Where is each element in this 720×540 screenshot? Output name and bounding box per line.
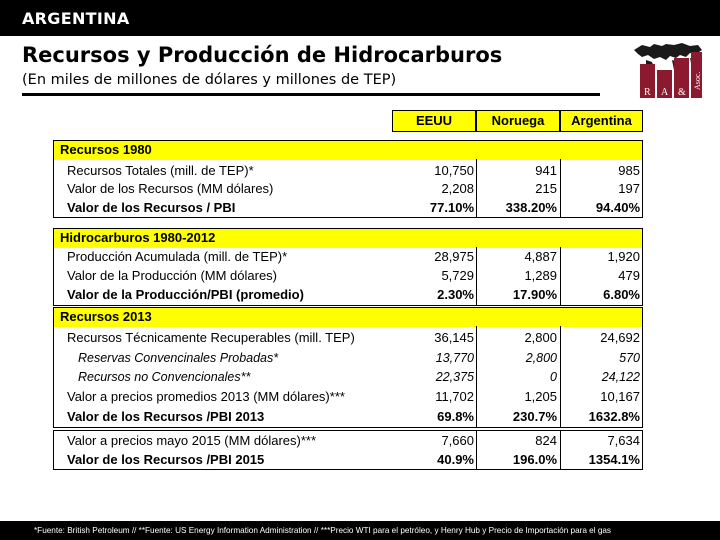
table-row [54, 431, 642, 451]
cell-argentina: 1354.1% [588, 452, 640, 467]
table-row [54, 198, 642, 218]
row-label: Valor a precios promedios 2013 (MM dólares)*** [67, 389, 345, 404]
column-divider [476, 247, 477, 306]
column-divider [476, 326, 477, 428]
column-divider [392, 110, 393, 132]
cell-noruega: 1,205 [524, 389, 557, 404]
column-divider [560, 247, 561, 306]
page-title: Recursos y Producción de Hidrocarburos [22, 43, 503, 67]
cell-eeuu: 5,729 [441, 268, 474, 283]
country-title: ARGENTINA [22, 9, 130, 28]
cell-eeuu: 77.10% [429, 200, 474, 215]
section-recursos-2013 [53, 307, 643, 428]
table-row [54, 161, 642, 181]
row-label: Producción Acumulada (mill. de TEP)* [67, 249, 288, 264]
cell-argentina: 24,122 [601, 370, 640, 384]
table-row [54, 367, 642, 387]
column-divider [560, 430, 561, 470]
row-label: Valor a precios mayo 2015 (MM dólares)*** [67, 433, 317, 448]
row-label: Valor de los Recursos /PBI 2013 [67, 409, 265, 424]
title-underline [22, 93, 600, 96]
cell-eeuu: 40.9% [437, 452, 474, 467]
row-label: Valor de los Recursos /PBI 2015 [67, 452, 265, 467]
page-subtitle: (En miles de millones de dólares y millones de TEP) [22, 72, 397, 88]
cell-argentina: 1,920 [607, 249, 640, 264]
column-header-noruega: Noruega [476, 110, 560, 132]
cell-eeuu: 28,975 [434, 249, 474, 264]
cell-noruega: 4,887 [524, 249, 557, 264]
table-row [54, 348, 642, 368]
footer-sources: *Fuente: British Petroleum // **Fuente: US Energy Information Administration // ***Precio WTI para el petróleo, y Henry Hub y Precio de Importación para el gas [0, 521, 720, 540]
section-2015 [53, 430, 643, 470]
cell-argentina: 94.40% [595, 200, 640, 215]
cell-argentina: 10,167 [600, 389, 640, 404]
cell-eeuu: 2,208 [441, 181, 474, 196]
logo-world-map [632, 42, 704, 100]
cell-eeuu: 13,770 [435, 351, 474, 365]
cell-noruega: 824 [535, 433, 557, 448]
cell-noruega: 230.7% [512, 409, 557, 424]
cell-eeuu: 7,660 [441, 433, 474, 448]
section-title: Hidrocarburos 1980-2012 [54, 229, 642, 248]
cell-argentina: 6.80% [603, 287, 640, 302]
cell-eeuu: 22,375 [435, 370, 474, 384]
cell-eeuu: 10,750 [434, 163, 474, 178]
cell-noruega: 1,289 [524, 268, 557, 283]
table-row [54, 328, 642, 348]
row-label: Valor de la Producción (MM dólares) [67, 268, 278, 283]
cell-eeuu: 36,145 [434, 330, 474, 345]
section-title: Recursos 1980 [54, 141, 642, 160]
section-recursos-1980 [53, 140, 643, 218]
cell-argentina: 570 [619, 351, 640, 365]
column-divider [560, 326, 561, 428]
row-label: Recursos Técnicamente Recuperables (mill. TEP) [67, 330, 355, 345]
logo-letter-amp: & [678, 87, 686, 98]
cell-noruega: 215 [535, 181, 557, 196]
column-divider [476, 159, 477, 218]
section-hidrocarburos-1980-2012 [53, 228, 643, 306]
section-title: Recursos 2013 [54, 308, 642, 327]
cell-argentina: 985 [618, 163, 640, 178]
table-row [54, 179, 642, 199]
row-label: Valor de los Recursos / PBI [67, 200, 236, 215]
cell-noruega: 2,800 [525, 351, 557, 365]
cell-noruega: 2,800 [524, 330, 557, 345]
row-label: Recursos no Convencionales** [78, 370, 251, 384]
row-label: Valor de los Recursos (MM dólares) [67, 181, 274, 196]
cell-noruega: 196.0% [512, 452, 557, 467]
table-row [54, 247, 642, 267]
logo-text-asoc: Asoc. [693, 71, 702, 90]
cell-argentina: 479 [618, 268, 640, 283]
table-row [54, 285, 642, 305]
column-header-eeuu: EEUU [392, 110, 476, 132]
table-row [54, 387, 642, 407]
cell-argentina: 7,634 [607, 433, 640, 448]
table-row [54, 266, 642, 286]
cell-argentina: 24,692 [600, 330, 640, 345]
column-header-argentina: Argentina [560, 110, 643, 132]
top-bar [0, 0, 720, 36]
table-row [54, 450, 642, 470]
cell-noruega: 338.20% [505, 200, 557, 215]
cell-argentina: 1632.8% [588, 409, 640, 424]
cell-noruega: 941 [535, 163, 557, 178]
column-divider [476, 430, 477, 470]
cell-noruega: 0 [550, 370, 557, 384]
row-label: Recursos Totales (mill. de TEP)* [67, 163, 254, 178]
logo-letter-r: R [644, 87, 651, 98]
cell-eeuu: 69.8% [437, 409, 474, 424]
row-label: Reservas Convencinales Probadas* [78, 351, 279, 365]
cell-eeuu: 2.30% [437, 287, 474, 302]
cell-argentina: 197 [618, 181, 640, 196]
row-label: Valor de la Producción/PBI (promedio) [67, 287, 304, 302]
cell-eeuu: 11,702 [435, 389, 474, 404]
column-divider [560, 159, 561, 218]
logo-letter-a: A [661, 87, 669, 98]
table-row [54, 407, 642, 427]
cell-noruega: 17.90% [512, 287, 557, 302]
